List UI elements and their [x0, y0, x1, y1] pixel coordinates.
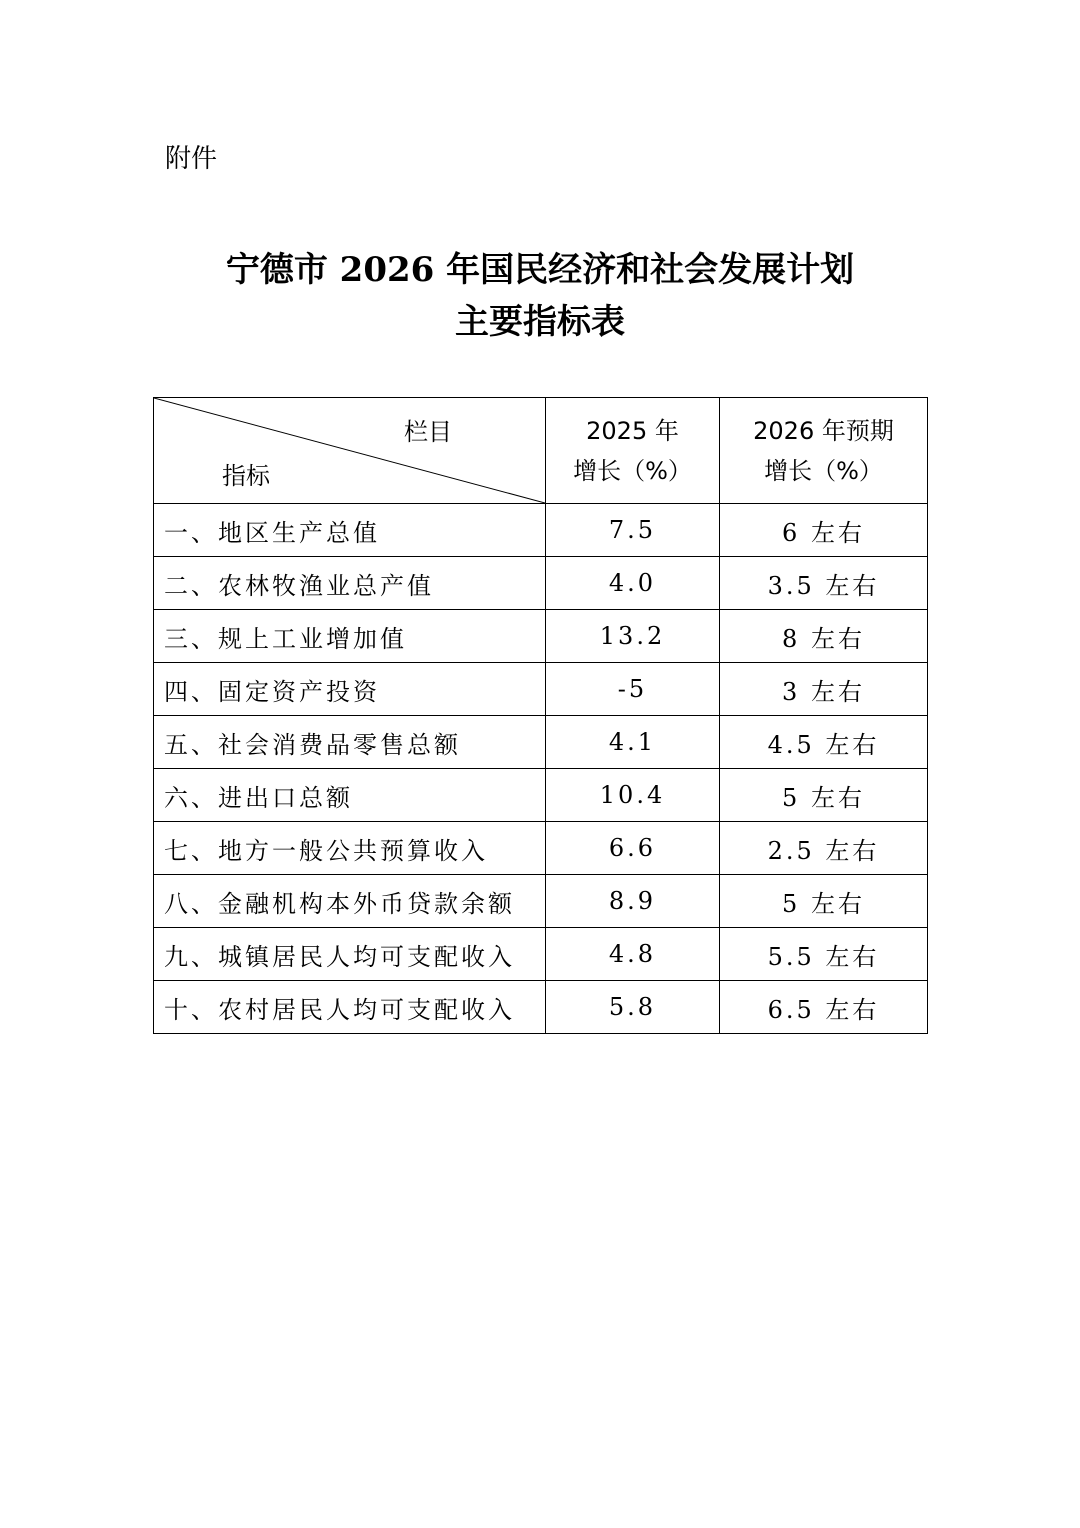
indicator-table-body: [154, 398, 928, 1034]
attachment-label: 附件: [165, 144, 218, 174]
growth-2025-cell: 8.9: [546, 875, 720, 928]
title-line-1: 宁德市 2026 年国民经济和社会发展计划: [225, 250, 855, 290]
growth-2025-cell: 4.8: [546, 928, 720, 981]
growth-2025-cell: 4.1: [546, 716, 720, 769]
target-2026-cell: 5 左右: [720, 769, 928, 822]
growth-2025-cell: 10.4: [546, 769, 720, 822]
growth-2025-cell: 6.6: [546, 822, 720, 875]
table-row: [154, 769, 928, 822]
table-header-row: [154, 398, 928, 504]
target-2026-cell: 8 左右: [720, 610, 928, 663]
header-2026-target: [720, 398, 928, 504]
table-row: [154, 875, 928, 928]
header-2025-growth: [546, 398, 720, 504]
indicator-name-cell: 四、固定资产投资: [154, 663, 546, 716]
indicator-name-cell: 二、农林牧渔业总产值: [154, 557, 546, 610]
target-2026-cell: 2.5 左右: [720, 822, 928, 875]
indicator-name-cell: 十、农村居民人均可支配收入: [154, 981, 546, 1034]
growth-2025-cell: -5: [546, 663, 720, 716]
table-row: [154, 928, 928, 981]
target-2026-cell: 3.5 左右: [720, 557, 928, 610]
target-2026-cell: 6 左右: [720, 504, 928, 557]
growth-2025-cell: 7.5: [546, 504, 720, 557]
indicator-name-cell: 一、地区生产总值: [154, 504, 546, 557]
indicator-name-cell: 三、规上工业增加值: [154, 610, 546, 663]
growth-2025-cell: 4.0: [546, 557, 720, 610]
header-2025-line1: 2025 年: [586, 416, 679, 445]
diagonal-header-cell: [154, 398, 546, 504]
document-title: [0, 244, 1080, 348]
diagonal-divider: [154, 398, 545, 503]
table-row: [154, 663, 928, 716]
diagonal-row-label: 指标: [222, 462, 270, 490]
indicator-name-cell: 九、城镇居民人均可支配收入: [154, 928, 546, 981]
target-2026-cell: 5.5 左右: [720, 928, 928, 981]
table-row: [154, 822, 928, 875]
header-2026-line2: 增长（%）: [764, 456, 883, 485]
indicator-name-cell: 八、金融机构本外币贷款余额: [154, 875, 546, 928]
target-2026-cell: 6.5 左右: [720, 981, 928, 1034]
table-row: [154, 610, 928, 663]
indicator-table: [153, 397, 928, 1034]
target-2026-cell: 5 左右: [720, 875, 928, 928]
indicator-name-cell: 五、社会消费品零售总额: [154, 716, 546, 769]
table-row: [154, 716, 928, 769]
table-row: [154, 504, 928, 557]
header-2026-line1: 2026 年预期: [753, 416, 894, 445]
target-2026-cell: 3 左右: [720, 663, 928, 716]
indicator-name-cell: 七、地方一般公共预算收入: [154, 822, 546, 875]
indicator-name-cell: 六、进出口总额: [154, 769, 546, 822]
diagonal-column-label: 栏目: [404, 418, 452, 446]
table-row: [154, 557, 928, 610]
growth-2025-cell: 5.8: [546, 981, 720, 1034]
growth-2025-cell: 13.2: [546, 610, 720, 663]
table-row: [154, 981, 928, 1034]
header-2025-line2: 增长（%）: [573, 456, 692, 485]
target-2026-cell: 4.5 左右: [720, 716, 928, 769]
title-line-2: 主要指标表: [455, 302, 625, 342]
